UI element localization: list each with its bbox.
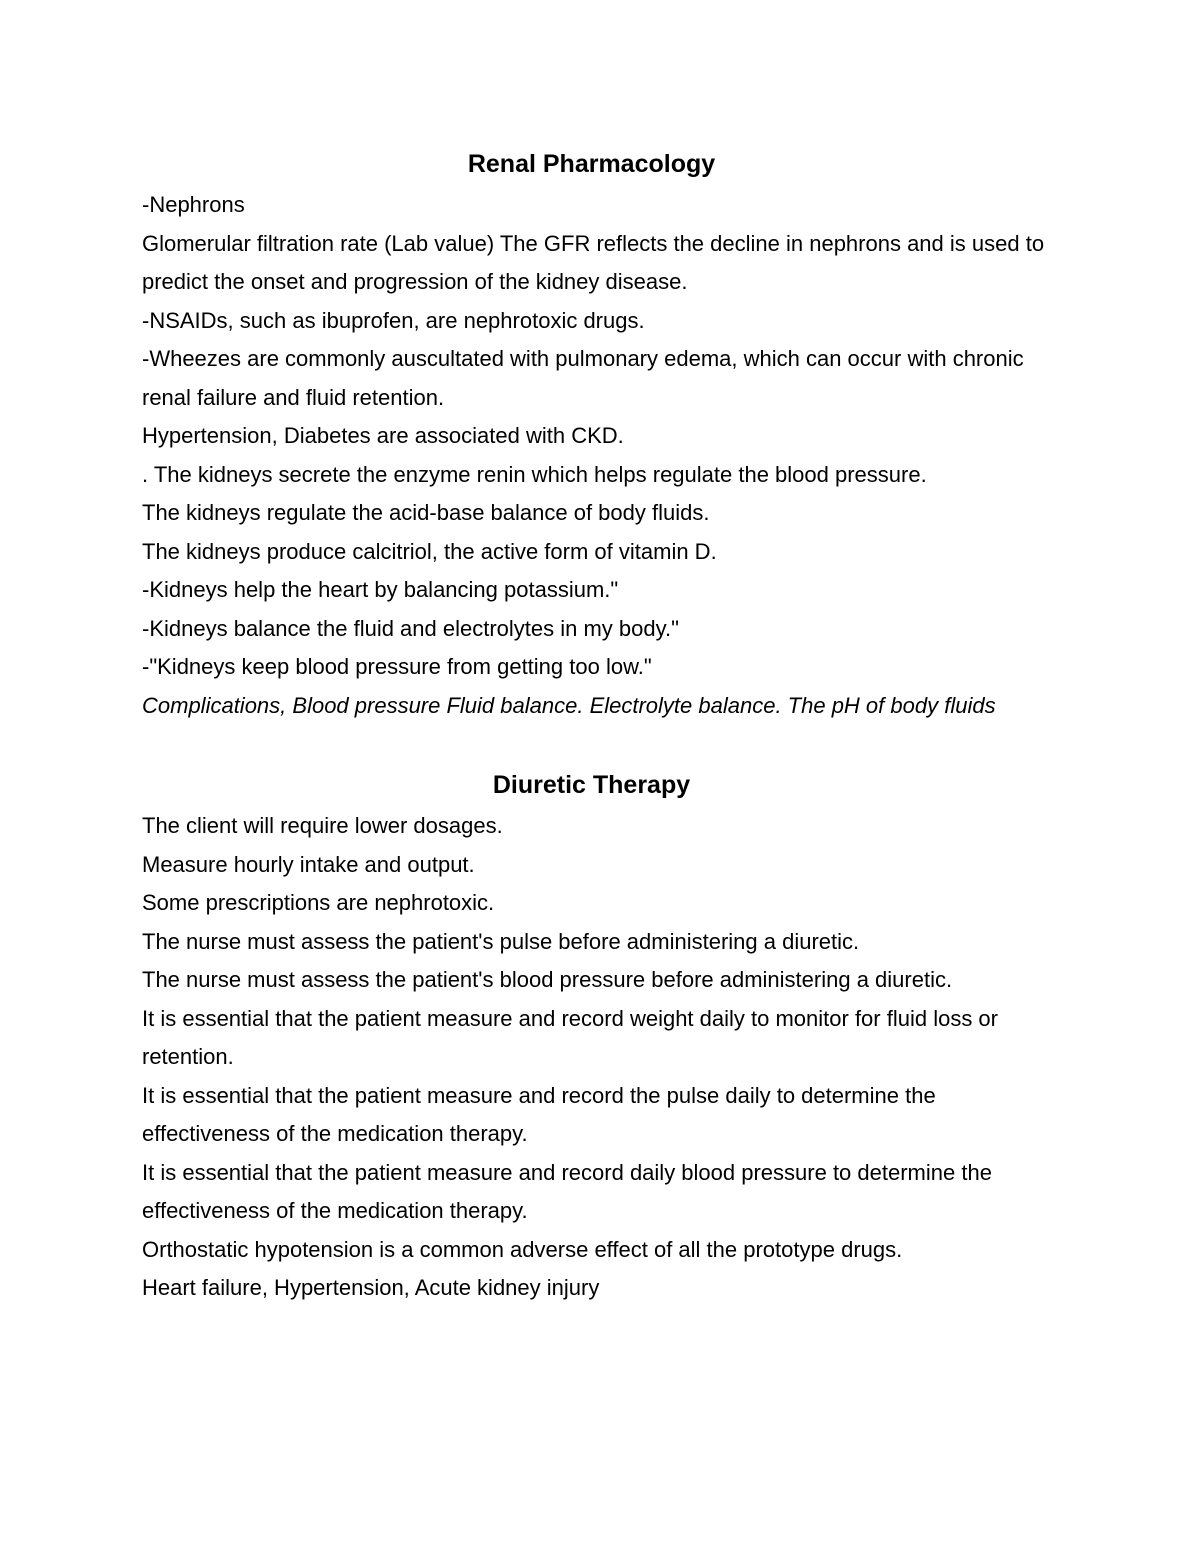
text-line: The kidneys regulate the acid-base balance of body fluids. (142, 500, 710, 525)
text-line: -"Kidneys keep blood pressure from getting too low." (142, 654, 652, 679)
text-line: The client will require lower dosages. (142, 813, 503, 838)
document-content (142, 142, 1067, 1308)
text-line: -Nephrons (142, 192, 245, 217)
text-line: The kidneys produce calcitriol, the active form of vitamin D. (142, 538, 717, 564)
text-line: -Kidneys balance the fluid and electrolytes in my body." (142, 615, 679, 641)
text-line: Glomerular filtration rate (Lab value) The GFR reflects the decline in nephrons and is used to predict the onset and progression of the kidney disease. (142, 230, 1045, 294)
text-line: Heart failure, Hypertension, Acute kidney injury (142, 1275, 600, 1300)
text-line: The nurse must assess the patient's blood pressure before administering a diuretic. (142, 967, 953, 992)
section-title: Diuretic Therapy (492, 771, 691, 799)
text-line: Measure hourly intake and output. (142, 851, 475, 877)
text-line: Hypertension, Diabetes are associated with CKD. (142, 423, 624, 448)
section-diuretic-therapy (142, 763, 1067, 1308)
text-line: -Wheezes are commonly auscultated with pulmonary edema, which can occur with chronic renal failure and fluid retention. (142, 346, 1024, 410)
text-line: The nurse must assess the patient's pulse before administering a diuretic. (142, 928, 860, 954)
text-line: . The kidneys secrete the enzyme renin which helps regulate the blood pressure. (142, 461, 927, 487)
text-line: It is essential that the patient measure and record the pulse daily to determine the effectiveness of the medication therapy. (142, 1082, 936, 1146)
text-line: It is essential that the patient measure and record daily blood pressure to determine the effectiveness of the medication therapy. (142, 1159, 992, 1223)
text-line: Some prescriptions are nephrotoxic. (142, 890, 495, 915)
section-renal-pharmacology (142, 142, 1067, 725)
text-line: -Kidneys help the heart by balancing potassium." (142, 577, 619, 602)
text-line: -NSAIDs, such as ibuprofen, are nephrotoxic drugs. (142, 307, 645, 333)
section-title: Renal Pharmacology (467, 150, 716, 178)
text-line: Orthostatic hypotension is a common adverse effect of all the prototype drugs. (142, 1236, 903, 1262)
complications-line: Complications, Blood pressure Fluid balance. Electrolyte balance. The pH of body fluids (142, 692, 996, 718)
text-line: It is essential that the patient measure and record weight daily to monitor for fluid loss or retention. (142, 1005, 998, 1069)
